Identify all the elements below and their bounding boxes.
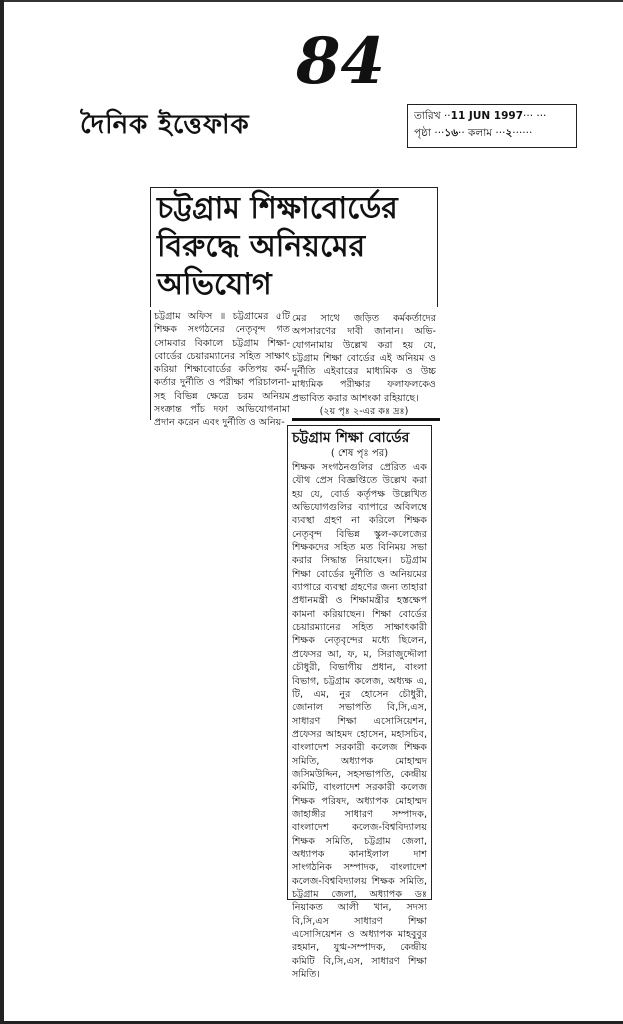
divider-rule <box>292 418 440 421</box>
article-column-1: চট্টগ্রাম অফিস ॥ চট্টগ্রামের ৫টি শিক্ষক সংগঠনের নেতৃবৃন্দ গত সোমবার বিকালে চট্টগ্রাম শিক্ষা-বোর্ডের চেয়ারম্যানের সহিত সাক্ষাৎ করিয়া শিক্ষাবোর্ডের কতিপয় কর্ম-কর্তার দুর্নীতি ও পরীক্ষা পরিচালনা-সহ বিভিন্ন ক্ষেত্রে চরম অনিয়ম সংক্রান্ত পাঁচ দফা অভিযোগনামা প্রদান করেন এবং দুর্নীতি ও অনিয়- <box>150 310 290 420</box>
scan-edge-left <box>0 0 4 1024</box>
continued-note: (২য় পৃঃ ২-এর কঃ দ্রঃ) <box>319 406 409 418</box>
article-headline: চট্টগ্রাম শিক্ষাবোর্ডের বিরুদ্ধে অনিয়মের অভিযোগ <box>157 191 398 302</box>
article-column-2 <box>292 312 436 418</box>
continuation-box <box>287 425 432 981</box>
article-column-2-text: মের সাথে জড়িত কর্মকর্তাদের অপসারণের দাবী জানান। অভি-যোগনামায় উল্লেখ করা হয় যে, চট্টগ্রাম শিক্ষা বোর্ডের এই অনিয়ম ও দুর্নীতি এইবারের মাধ্যমিক ও উচ্চ মাধ্যমিক পরীক্ষার ফলাফলকেও প্রভাবিত করার আশংকা রহিয়াছে। <box>292 313 436 404</box>
stamp-date-value: 11 JUN 1997 <box>450 110 524 122</box>
newspaper-name: দৈনিক ইত্তেফাক <box>80 110 250 140</box>
headline-box <box>150 187 438 307</box>
clipping-stamp <box>407 104 577 148</box>
stamp-date-row: তারিখ ··11 JUN 1997··· ··· <box>414 110 547 122</box>
continuation-note: ( শেষ পৃঃ পর) <box>330 448 389 459</box>
continuation-headline: চট্টগ্রাম শিক্ষা বোর্ডের <box>292 430 410 446</box>
scan-edge-top <box>0 0 623 2</box>
stamp-page-label: পৃষ্ঠা <box>414 126 432 139</box>
continuation-body: শিক্ষক সংগঠনগুলির প্রেরিত এক যৌথ প্রেস বিজ্ঞপ্তিতে উল্লেখ করা হয় যে, বোর্ড কর্তৃপক্ষ উল্লেখিত অভিযোগগুলির ব্যাপারে অবিলম্বে ব্যবস্থা গ্রহণ না করিলে শিক্ষক নেতৃবৃন্দ বিভিন্ন স্কুল-কলেজের শিক্ষকদের সহিত মত বিনিময় সভা করার সিদ্ধান্ত নিয়াছেন। চট্টগ্রাম শিক্ষা বোর্ডের দুর্নীতি ও অনিয়মের ব্যাপারে ব্যবস্থা গ্রহণের জন্য তাহারা প্রধানমন্ত্রী ও শিক্ষামন্ত্রীর হস্তক্ষেপ কামনা করিয়াছেন। শিক্ষা বোর্ডের চেয়ারম্যানের সহিত সাক্ষাৎকারী শিক্ষক নেতৃবৃন্দের মধ্যে ছিলেন, প্রফেসর আ, ফ, ম, সিরাজুদ্দৌলা চৌধুরী, বিভাগীয় প্রধান, বাংলা বিভাগ, চট্টগ্রাম কলেজ, অধ্যক্ষ এ, টি, এম, নুর হোসেন চৌধুরী, জোনাল সভাপতি বি,সি,এস, সাধারণ শিক্ষা এসোসিয়েশন, প্রফেসর আহমদ হোসেন, মহাসচিব, বাংলাদেশ সরকারী কলেজ শিক্ষক সমিতি, অধ্যাপক মোহাম্মদ জসিমউদ্দিন, সহসভাপতি, কেন্দ্রীয় কমিটি, বাংলাদেশ সরকারী কলেজ শিক্ষক পরিষদ, অধ্যাপক মোহাম্মদ জাহাঙ্গীর সাধারণ সম্পাদক, বাংলাদেশ কলেজ-বিশ্ববিদ্যালয় শিক্ষক সমিতি, চট্টগ্রাম জেলা, অধ্যাপক কানাইলাল দাশ সাংগঠনিক সম্পাদক, বাংলাদেশ কলেজ-বিশ্ববিদ্যালয় শিক্ষক সমিতি, চট্টগ্রাম জেলা, অধ্যাপক ডঃ নিয়াকত আলী খান, সদস্য বি,সি,এস সাধারণ শিক্ষা এসোসিয়েশন ও অধ্যাপক মাহবুবুর রহমান, যুগ্ম-সম্পাদক, কেন্দ্রীয় কমিটি বি,সি,এস, সাধারণ শিক্ষা সমিতি। <box>292 462 427 981</box>
stamp-column-label: কলাম <box>468 126 493 139</box>
stamp-page-value: ১৬ <box>444 126 459 139</box>
stamp-date-label: তারিখ <box>414 110 441 122</box>
handwritten-page-number: 84 <box>296 24 386 99</box>
stamp-page-row: পৃষ্ঠা ···১৬·· কলাম ···২······ <box>414 126 533 139</box>
stamp-column-value: ২ <box>505 126 513 139</box>
